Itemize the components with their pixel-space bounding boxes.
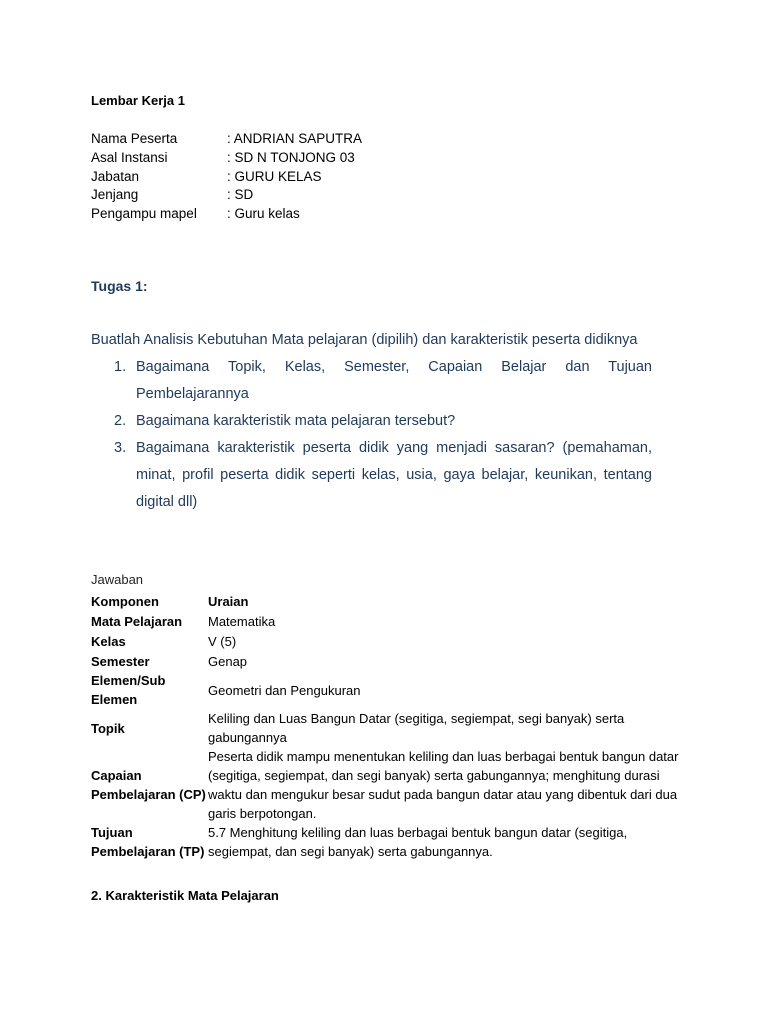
- table-cell-value: V (5): [208, 633, 237, 649]
- table-cell-key: Mata Pelajaran: [91, 613, 183, 629]
- info-label: Pengampu mapel: [91, 206, 197, 222]
- task-number-wrap: [91, 354, 136, 408]
- table-cell-value: Keliling dan Luas Bangun Datar (segitiga, segiempat, segi banyak) serta gabungannya: [208, 711, 625, 745]
- table-cell-key: Kelas: [91, 633, 126, 649]
- info-label: Nama Peserta: [91, 131, 178, 146]
- task-number: 1.: [114, 359, 127, 375]
- table-cell-key: Semester: [91, 653, 150, 669]
- info-value: : SD N TONJONG 03: [227, 149, 355, 165]
- table-cell-key: Capaian Pembelajaran (CP): [91, 768, 206, 802]
- info-row-instansi: [91, 149, 362, 168]
- table-row: [91, 611, 681, 631]
- task-number-wrap: [91, 408, 136, 435]
- info-label: Jabatan: [91, 168, 140, 184]
- task-number-wrap: [91, 435, 136, 516]
- info-row-nama: [91, 130, 362, 149]
- table-cell-value: Genap: [208, 653, 248, 669]
- task-text: Bagaimana karakteristik mata pelajaran tersebut?: [136, 413, 456, 429]
- info-row-jenjang: [91, 186, 362, 205]
- info-value: : Guru kelas: [227, 206, 300, 222]
- task-item: [91, 408, 652, 435]
- table-cell-value: 5.7 Menghitung keliling dan luas berbagai bentuk bangun datar (segitiga, segiempat, dan segi banyak) serta gabungannya.: [208, 825, 628, 859]
- answer-label: Jawaban: [91, 572, 144, 587]
- task-number: 2.: [114, 413, 127, 429]
- info-row-mapel: [91, 205, 362, 224]
- table-cell-key: Elemen/Sub Elemen: [91, 673, 166, 707]
- table-header-value: Uraian: [208, 593, 249, 609]
- table-cell-key: Tujuan Pembelajaran (TP): [91, 825, 205, 859]
- section-heading: 2. Karakteristik Mata Pelajaran: [91, 888, 279, 903]
- table-cell-value: Geometri dan Pengukuran: [208, 682, 361, 698]
- table-row: [91, 631, 681, 651]
- task-list: [91, 354, 652, 516]
- table-row: [91, 823, 681, 861]
- table-row: [91, 671, 681, 709]
- answer-table: [91, 591, 681, 861]
- task-item: [91, 354, 652, 408]
- participant-info: [91, 130, 362, 224]
- table-cell-value: Peserta didik mampu menentukan keliling dan luas berbagai bentuk bangun datar (segitiga, segiempat, dan segi banyak) serta gabungannya; menghitung durasi waktu dan mengukur besar sudut pada bangun datar atau yang dibentuk dari dua garis berpotongan.: [208, 749, 679, 821]
- info-row-jabatan: [91, 168, 362, 187]
- task-number: 3.: [114, 440, 127, 456]
- table-cell-key: Topik: [91, 720, 125, 736]
- table-header-row: [91, 591, 681, 611]
- table-header-key: Komponen: [91, 593, 159, 609]
- task-title: Tugas 1:: [91, 278, 148, 294]
- table-row: [91, 747, 681, 823]
- table-cell-value: Matematika: [208, 613, 276, 629]
- document-title: Lembar Kerja 1: [91, 93, 185, 108]
- info-label: Asal Instansi: [91, 149, 168, 165]
- task-text: Bagaimana Topik, Kelas, Semester, Capaian Belajar dan Tujuan Pembelajarannya: [136, 359, 652, 402]
- info-label: Jenjang: [91, 187, 139, 203]
- task-text: Bagaimana karakteristik peserta didik yang menjadi sasaran? (pemahaman, minat, profil peserta didik seperti kelas, usia, gaya belajar, keunikan, tentang digital dll): [136, 440, 652, 510]
- task-item: [91, 435, 652, 516]
- info-value: : GURU KELAS: [227, 168, 322, 184]
- table-row: [91, 709, 681, 747]
- table-row: [91, 651, 681, 671]
- task-body: [91, 327, 652, 516]
- info-value: : ANDRIAN SAPUTRA: [227, 131, 363, 146]
- task-intro: Buatlah Analisis Kebutuhan Mata pelajaran (dipilih) dan karakteristik peserta didiknya: [91, 332, 638, 348]
- info-value: : SD: [227, 187, 254, 203]
